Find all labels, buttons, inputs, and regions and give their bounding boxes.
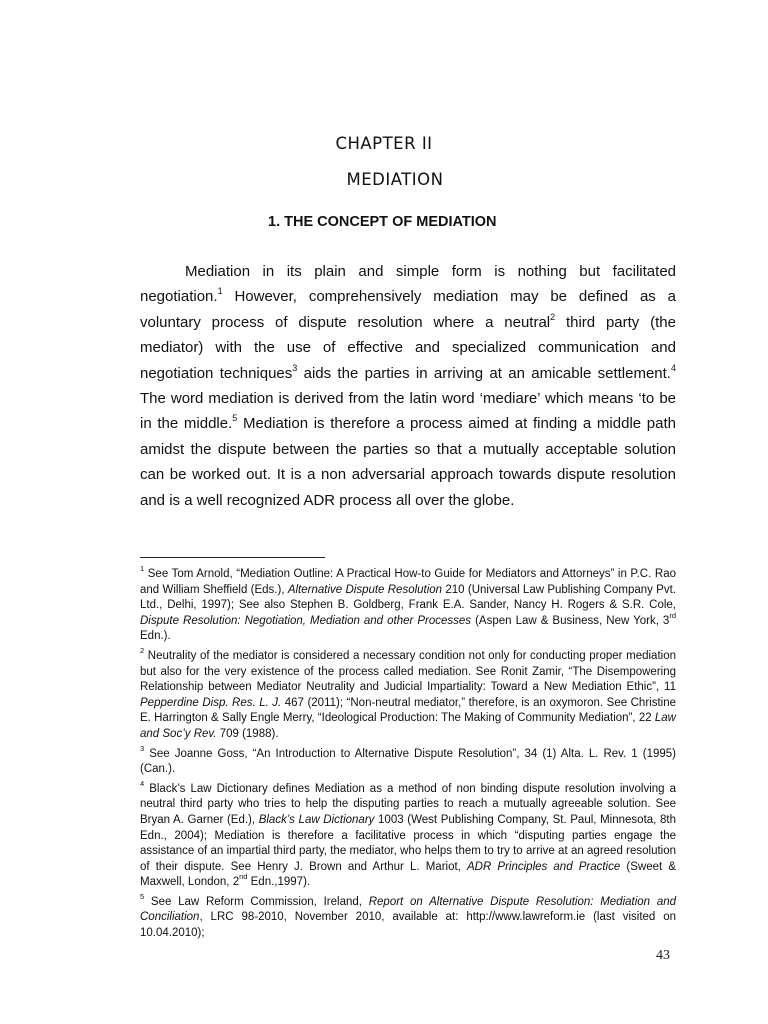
footnote-1 <box>140 564 677 645</box>
body-text-run: aids the parties in arriving at an amicable settlement. <box>297 364 671 382</box>
footnote-text: See Law Reform Commission, Ireland, <box>144 895 369 908</box>
footnote-text: , LRC 98-2010, November 2010, available at: http://www.lawreform.ie (last visited on 10.04.2010); <box>140 911 676 940</box>
footnote-4 <box>140 778 676 891</box>
body-text-run: third party (the mediator) with the use of effective and specialized communication and negotiation techniques <box>140 313 676 382</box>
chapter-subtitle: MEDIATION <box>346 170 444 189</box>
footnote-text: Edn.). <box>140 630 171 643</box>
footnote-ref-4[interactable]: 4 <box>670 362 676 373</box>
body-text-run: The word mediation is derived from the latin word ‘mediare’ which means ‘to be in the middle. <box>140 390 676 433</box>
footnotes <box>140 564 677 946</box>
footnote-number: 5 <box>140 892 145 902</box>
footnote-text: See Joanne Goss, “An Introduction to Alternative Dispute Resolution”, 34 (1) Alta. L. Rev. 1 (1995) (Can.). <box>140 747 676 776</box>
body-text-run: However, comprehensively mediation may be defined as a voluntary process of dispute resolution where a neutral <box>140 288 676 331</box>
ordinal-suffix: rd <box>669 610 677 620</box>
footnote-text: 709 (1988). <box>216 727 279 740</box>
footnote-2 <box>140 646 676 743</box>
footnote-text: See Tom Arnold, “Mediation Outline: A Practical How-to Guide for Mediators and Attorneys” in P.C. Rao and William Sheffield (Eds.), <box>140 568 676 596</box>
footnote-ref-2[interactable]: 2 <box>550 311 556 322</box>
footnote-text: (Aspen Law & Business, New York, 3 <box>471 614 670 627</box>
body-paragraph <box>140 259 676 513</box>
section-heading: 1. THE CONCEPT OF MEDIATION <box>268 214 497 230</box>
footnote-ref-5[interactable]: 5 <box>232 413 238 424</box>
footnote-text: 1003 (West Publishing Company, St. Paul, Minnesota, 8th Edn., 2004); Mediation is therefore a facilitative process in which “disputing parties engage the assistance of an impartial third party, the mediator, who helps them to try to arrive at an agreed resolution of their dispute. See Henry J. Brown and Arthur L. Mariot, <box>140 813 676 873</box>
body-text-run: Mediation in its plain and simple form is nothing but facilitated negotiation. <box>140 263 676 306</box>
footnote-citation-title: Black’s Law Dictionary <box>258 813 375 826</box>
footnote-citation-title: Law and Soc’y Rev. <box>140 712 676 740</box>
footnote-number: 2 <box>140 646 145 656</box>
footnote-citation-title: Report on Alternative Dispute Resolution: Mediation and Conciliation <box>140 895 677 924</box>
footnote-citation-title: ADR Principles and Practice <box>467 860 621 873</box>
chapter-title: CHAPTER II <box>335 134 433 153</box>
footnote-text: 467 (2011); “Non-neutral mediator,” therefore, is an oxymoron. See Christine E. Harrington & Sally Engle Merry, “Ideological Production: The Making of Community Mediation”, 22 <box>140 696 676 725</box>
footnote-separator <box>140 557 325 558</box>
ordinal-suffix: nd <box>239 872 248 882</box>
footnote-text: Neutrality of the mediator is considered a necessary condition not only for conducting proper mediation but also for the very existence of the process called mediation. See Ronit Zamir, “The Disempowering Relationship between Mediator Neutrality and Judicial Impartiality: Toward a New Mediation Ethic”, 11 <box>140 649 676 694</box>
footnote-ref-1[interactable]: 1 <box>217 286 223 297</box>
footnote-citation-title: Alternative Dispute Resolution <box>287 583 443 596</box>
footnote-3 <box>140 743 676 778</box>
footnote-citation-title: Pepperdine Disp. Res. L. J. <box>140 696 282 709</box>
footnote-number: 3 <box>140 743 145 753</box>
footnote-5 <box>140 892 677 942</box>
footnote-number: 4 <box>140 778 145 788</box>
footnote-text: Black’s Law Dictionary defines Mediation as a method of non binding dispute resolution involving a neutral third party who tries to help the disputing parties to reach a mutually agreeable solution. See Bryan A. Garner (Ed.), <box>140 782 676 826</box>
page-number: 43 <box>656 948 670 963</box>
footnote-citation-title: Dispute Resolution: Negotiation, Mediation and other Processes <box>140 614 472 627</box>
footnote-number: 1 <box>140 564 145 574</box>
footnote-text: (Sweet & Maxwell, London, 2 <box>140 860 676 889</box>
body-text-run: Mediation is therefore a process aimed at finding a middle path amidst the dispute between the parties so that a mutually acceptable solution can be worked out. It is a non adversarial approach towards dispute resolution and is a well recognized ADR process all over the globe. <box>140 415 677 509</box>
footnote-ref-3[interactable]: 3 <box>292 362 298 373</box>
footnote-text: Edn.,1997). <box>247 876 311 889</box>
footnote-text: 210 (Universal Law Publishing Company Pvt. Ltd., Delhi, 1997); See also Stephen B. Goldberg, Frank E.A. Sander, Nancy H. Rogers & S.R. Cole, <box>140 583 676 612</box>
